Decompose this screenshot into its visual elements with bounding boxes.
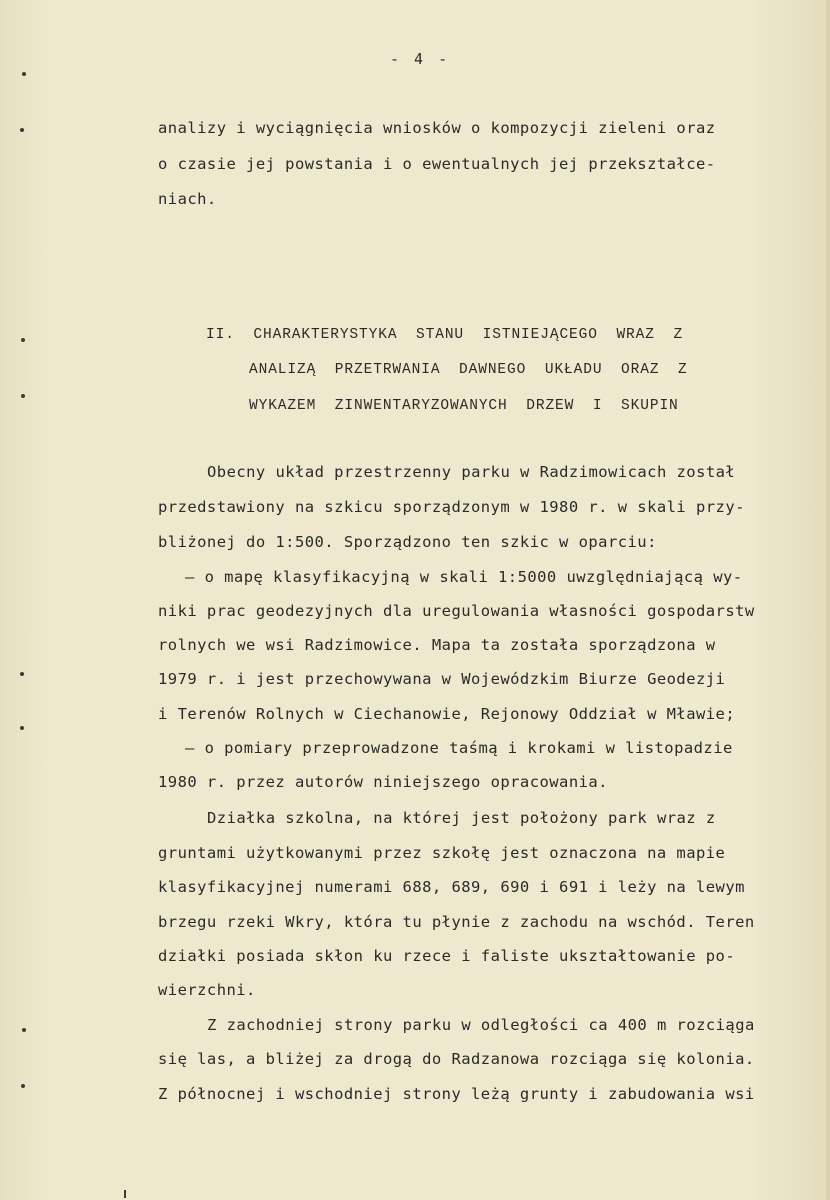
text-line: wierzchni. xyxy=(158,981,256,999)
section-heading-line: II. CHARAKTERYSTYKA STANU ISTNIEJĄCEGO WRAZ Z xyxy=(206,327,684,343)
section-heading-line: ANALIZĄ PRZETRWANIA DAWNEGO UKŁADU ORAZ Z xyxy=(249,362,688,378)
text-line: bliżonej do 1:500. Sporządzono ten szkic w oparciu: xyxy=(158,533,657,551)
text-line: niach. xyxy=(158,190,217,208)
text-line: – o mapę klasyfikacyjną w skali 1:5000 uwzględniającą wy- xyxy=(185,568,743,586)
text-line: o czasie jej powstania i o ewentualnych jej przekształce- xyxy=(158,155,716,173)
text-line: 1980 r. przez autorów niniejszego opracowania. xyxy=(158,773,608,791)
paper-edge-shadow xyxy=(826,0,830,1200)
text-line: rolnych we wsi Radzimowice. Mapa ta została sporządzona w xyxy=(158,636,716,654)
text-line: – o pomiary przeprowadzone taśmą i krokami w listopadzie xyxy=(185,739,733,757)
margin-mark xyxy=(22,72,26,76)
section-heading-line: WYKAZEM ZINWENTARYZOWANYCH DRZEW I SKUPIN xyxy=(249,398,679,414)
text-line: analizy i wyciągnięcia wniosków o kompozycji zieleni oraz xyxy=(158,119,716,137)
text-line: i Terenów Rolnych w Ciechanowie, Rejonowy Oddział w Mławie; xyxy=(158,705,736,723)
margin-mark xyxy=(21,1084,25,1088)
text-line: Z północnej i wschodniej strony leżą grunty i zabudowania wsi xyxy=(158,1085,755,1103)
margin-mark xyxy=(20,726,24,730)
page-number: - 4 - xyxy=(390,50,451,68)
text-line: Działka szkolna, na której jest położony park wraz z xyxy=(207,809,716,827)
text-line: Obecny układ przestrzenny parku w Radzimowicach został xyxy=(207,463,736,481)
text-line: Z zachodniej strony parku w odległości ca 400 m rozciąga xyxy=(207,1016,755,1034)
text-line: się las, a bliżej za drogą do Radzanowa rozciąga się kolonia. xyxy=(158,1050,755,1068)
text-line: klasyfikacyjnej numerami 688, 689, 690 i 691 i leży na lewym xyxy=(158,878,745,896)
margin-mark xyxy=(22,1028,26,1032)
margin-mark xyxy=(21,338,25,342)
margin-mark xyxy=(21,394,25,398)
text-line: brzegu rzeki Wkry, która tu płynie z zachodu na wschód. Teren xyxy=(158,913,755,931)
text-line: 1979 r. i jest przechowywana w Wojewódzkim Biurze Geodezji xyxy=(158,670,726,688)
margin-mark xyxy=(20,672,24,676)
margin-mark xyxy=(20,128,24,132)
text-line: działki posiada skłon ku rzece i faliste ukształtowanie po- xyxy=(158,947,736,965)
text-line: niki prac geodezyjnych dla uregulowania własności gospodarstw xyxy=(158,602,755,620)
text-line: gruntami użytkowanymi przez szkołę jest oznaczona na mapie xyxy=(158,844,726,862)
text-line: przedstawiony na szkicu sporządzonym w 1980 r. w skali przy- xyxy=(158,498,745,516)
margin-mark xyxy=(124,1190,126,1198)
